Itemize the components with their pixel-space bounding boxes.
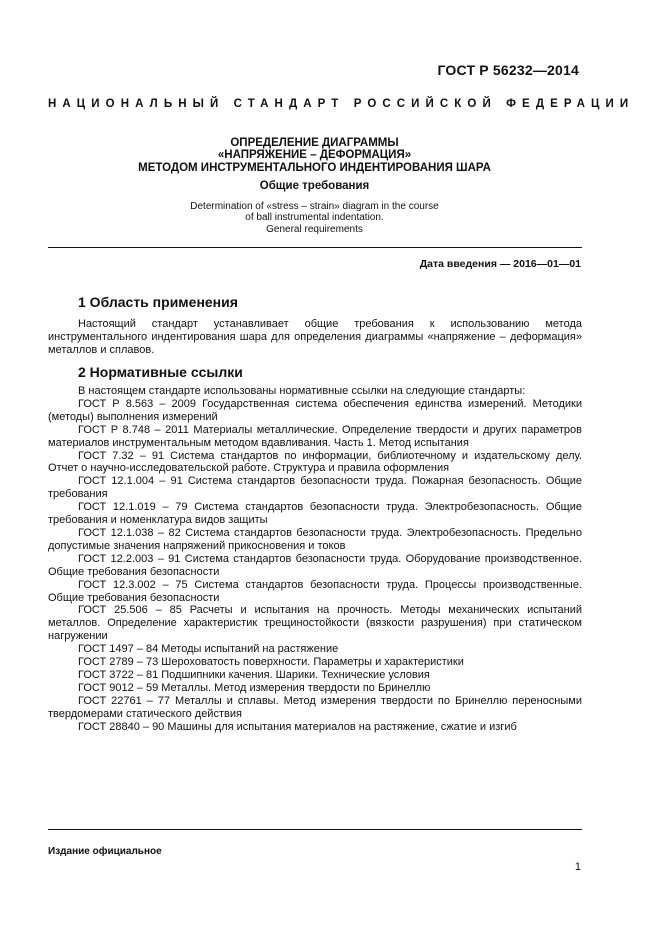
scope-text: Настоящий стандарт устанавливает общие требования к использованию метода инструментального индентирования шара для определения диаграммы «напряжение – деформация» металлов и сплавов. <box>48 318 582 356</box>
references-list <box>48 385 582 733</box>
introduction-date: Дата введения — 2016—01—01 <box>419 258 581 270</box>
section-heading-references: 2 Нормативные ссылки <box>78 364 243 380</box>
national-standard-banner: НАЦИОНАЛЬНЫЙ СТАНДАРТ РОССИЙСКОЙ ФЕДЕРАЦИИ <box>48 98 635 110</box>
english-title-line: General requirements <box>266 223 363 235</box>
reference-item: ГОСТ Р 8.748 – 2011 Материалы металлические. Определение твердости и других параметров материалов инструментальным методом вдавливания. Часть 1. Метод испытания <box>48 423 582 449</box>
english-title <box>48 201 581 235</box>
reference-item: ГОСТ 28840 – 90 Машины для испытания материалов на растяжение, сжатие и изгиб <box>78 720 517 733</box>
reference-item: ГОСТ 12.3.002 – 75 Система стандартов безопасности труда. Процессы производственные. Общие требования безопасности <box>48 578 582 604</box>
reference-item: ГОСТ 12.1.004 – 91 Система стандартов безопасности труда. Пожарная безопасность. Общие требования <box>48 475 582 501</box>
footer-divider <box>48 829 582 830</box>
reference-item: ГОСТ 1497 – 84 Методы испытаний на растяжение <box>78 643 339 656</box>
section-heading-scope: 1 Область применения <box>78 294 238 310</box>
title-line: «НАПРЯЖЕНИЕ – ДЕФОРМАЦИЯ» <box>217 149 412 162</box>
english-title-line: Determination of «stress – strain» diagram in the course <box>190 201 439 212</box>
reference-item: ГОСТ 25.506 – 85 Расчеты и испытания на прочность. Методы механических испытаний металлов. Определение характеристик трещиностойкости (вязкости разрушения) при статическом нагружении <box>48 604 582 643</box>
title-line: МЕТОДОМ ИНСТРУМЕНТАЛЬНОГО ИНДЕНТИРОВАНИЯ ШАРА <box>138 161 491 174</box>
page-number: 1 <box>574 861 581 873</box>
reference-item: ГОСТ Р 8.563 – 2009 Государственная система обеспечения единства измерений. Методики (методы) выполнения измерений <box>48 397 582 423</box>
scope-paragraph <box>48 318 582 357</box>
reference-item: ГОСТ 22761 – 77 Металлы и сплавы. Метод измерения твердости по Бринеллю переносными твердомерами статического действия <box>48 694 582 720</box>
reference-item: ГОСТ 9012 – 59 Металлы. Метод измерения твердости по Бринеллю <box>78 681 431 694</box>
reference-item: ГОСТ 3722 – 81 Подшипники качения. Шарики. Технические условия <box>78 668 430 681</box>
document-subtitle: Общие требования <box>259 180 370 192</box>
references-intro: В настоящем стандарте использованы нормативные ссылки на следующие стандарты: <box>78 385 526 397</box>
reference-item: ГОСТ 12.1.019 – 79 Система стандартов безопасности труда. Электробезопасность. Общие требования и номенклатура видов защиты <box>48 501 582 527</box>
title-line: ОПРЕДЕЛЕНИЕ ДИАГРАММЫ <box>230 137 399 149</box>
header-divider <box>48 247 582 248</box>
english-title-line: of ball instrumental indentation. <box>245 212 384 224</box>
reference-item: ГОСТ 12.1.038 – 82 Система стандартов безопасности труда. Электробезопасность. Предельно допустимые значения напряжений прикосновения и токов <box>48 526 582 552</box>
reference-item: ГОСТ 12.2.003 – 91 Система стандартов безопасности труда. Оборудование производственное. Общие требования безопасности <box>48 552 582 578</box>
document-title <box>48 137 581 174</box>
official-edition-label: Издание официальное <box>48 846 162 857</box>
document-code: ГОСТ Р 56232—2014 <box>437 62 579 78</box>
reference-item: ГОСТ 2789 – 73 Шероховатость поверхности. Параметры и характеристики <box>78 656 464 669</box>
reference-item: ГОСТ 7.32 – 91 Система стандартов по информации, библиотечному и издательскому делу. Отчет о научно-исследовательской работе. Структура и правила оформления <box>48 449 582 475</box>
